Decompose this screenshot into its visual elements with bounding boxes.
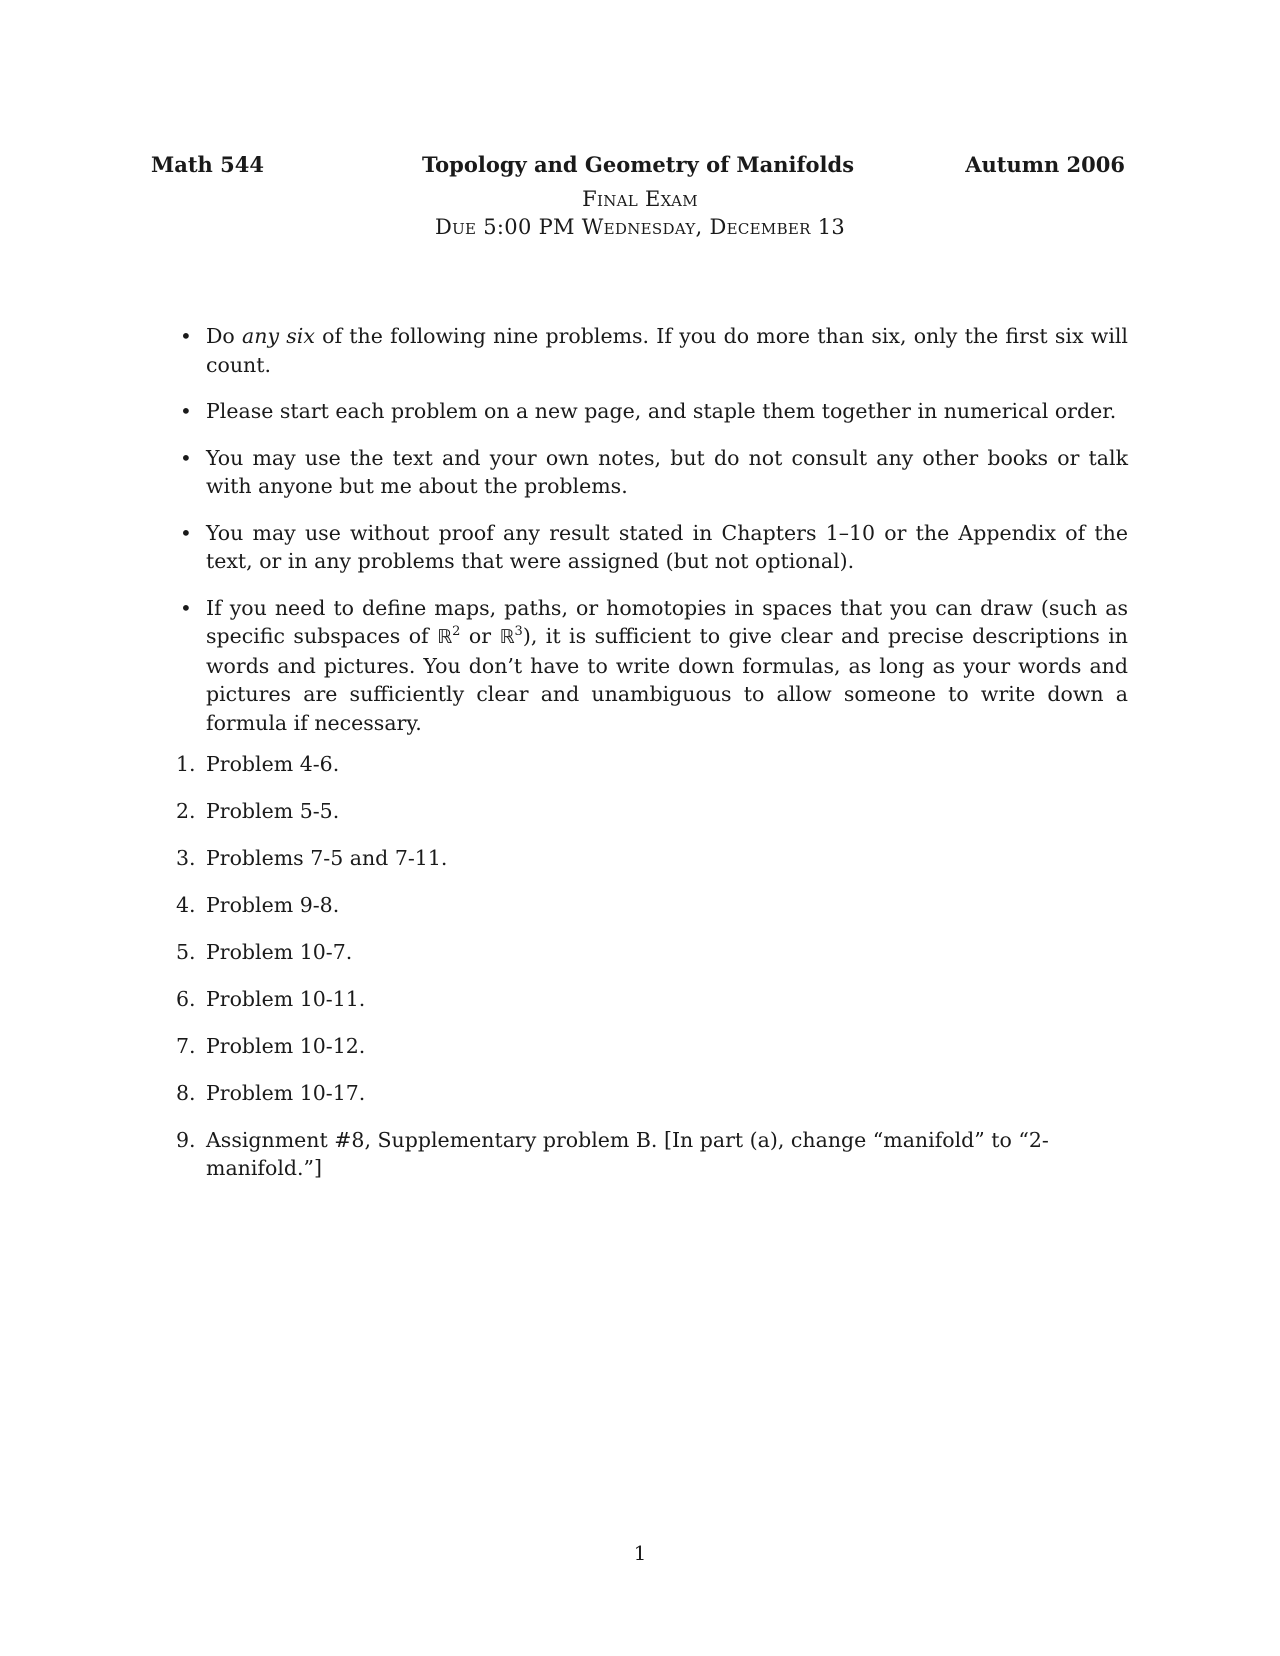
- problem-item: 3. Problems 7-5 and 7-11.: [176, 846, 448, 870]
- problem-item: 7. Problem 10-12.: [176, 1034, 366, 1058]
- bullet-icon: •: [180, 445, 192, 470]
- problem-number: 4.: [176, 893, 196, 917]
- problem-item: 8. Problem 10-17.: [176, 1081, 366, 1105]
- real-numbers-symbol: ℝ: [437, 626, 453, 648]
- problem-number: 6.: [176, 987, 196, 1011]
- instruction-item: • You may use the text and your own notes, but do not consult any other books or talk with anyone but me about the problems.: [180, 445, 1128, 498]
- problem-number: 5.: [176, 940, 196, 964]
- instruction-item: • You may use without proof any result stated in Chapters 1–10 or the Appendix of the text, or in any problems that were assigned (but not optional).: [180, 520, 1128, 573]
- problem-number: 7.: [176, 1034, 196, 1058]
- instruction-item: • Please start each problem on a new page, and staple them together in numerical order.: [176, 397, 1128, 426]
- problem-item: 4. Problem 9-8.: [176, 893, 340, 917]
- problems-list: [176, 750, 1128, 1180]
- problem-number: 3.: [176, 846, 196, 870]
- instruction-item: • If you need to define maps, paths, or homotopies in spaces that you can draw (such as specific subspaces of ℝ$^2$ or ℝ$^3$), it is sufficient to give clear and precise descriptions in words and pictures. You don’t have to write down formulas, as long as your words and pictures are sufficiently clear and unambiguous to allow someone to write down a formula if necessary.: [180, 595, 1128, 735]
- course-number: Math 544: [151, 152, 264, 177]
- page-number: 1: [633, 1541, 647, 1565]
- problem-number: 1.: [176, 752, 196, 776]
- problem-number: 9.: [176, 1128, 196, 1152]
- problem-number: 2.: [176, 799, 196, 823]
- bullet-icon: •: [180, 324, 192, 348]
- instruction-item: • Do any six of the following nine problems. If you do more than six, only the first six will count.: [180, 324, 1128, 377]
- exam-header: [151, 152, 1125, 182]
- real-numbers-symbol: ℝ: [499, 626, 515, 648]
- course-title: Topology and Geometry of Manifolds: [421, 152, 855, 177]
- instructions-list: [176, 322, 1128, 755]
- problem-number: 8.: [176, 1081, 196, 1105]
- problem-item: 9. Assignment #8, Supplementary problem B. [In part (a), change “manifold” to “2-manifold.”]: [176, 1128, 1049, 1180]
- bullet-icon: •: [180, 595, 192, 620]
- problem-item: 2. Problem 5-5.: [176, 799, 340, 823]
- problem-item: 6. Problem 10-11.: [176, 987, 366, 1011]
- due-date: Due 5:00 PM Wednesday, December 13: [434, 215, 846, 239]
- bullet-icon: •: [180, 520, 192, 545]
- problem-item: 5. Problem 10-7.: [176, 940, 353, 964]
- problem-item: 1. Problem 4-6.: [176, 752, 340, 776]
- bullet-icon: •: [180, 399, 192, 423]
- term: Autumn 2006: [965, 152, 1125, 177]
- exam-title: Final Exam: [582, 187, 698, 211]
